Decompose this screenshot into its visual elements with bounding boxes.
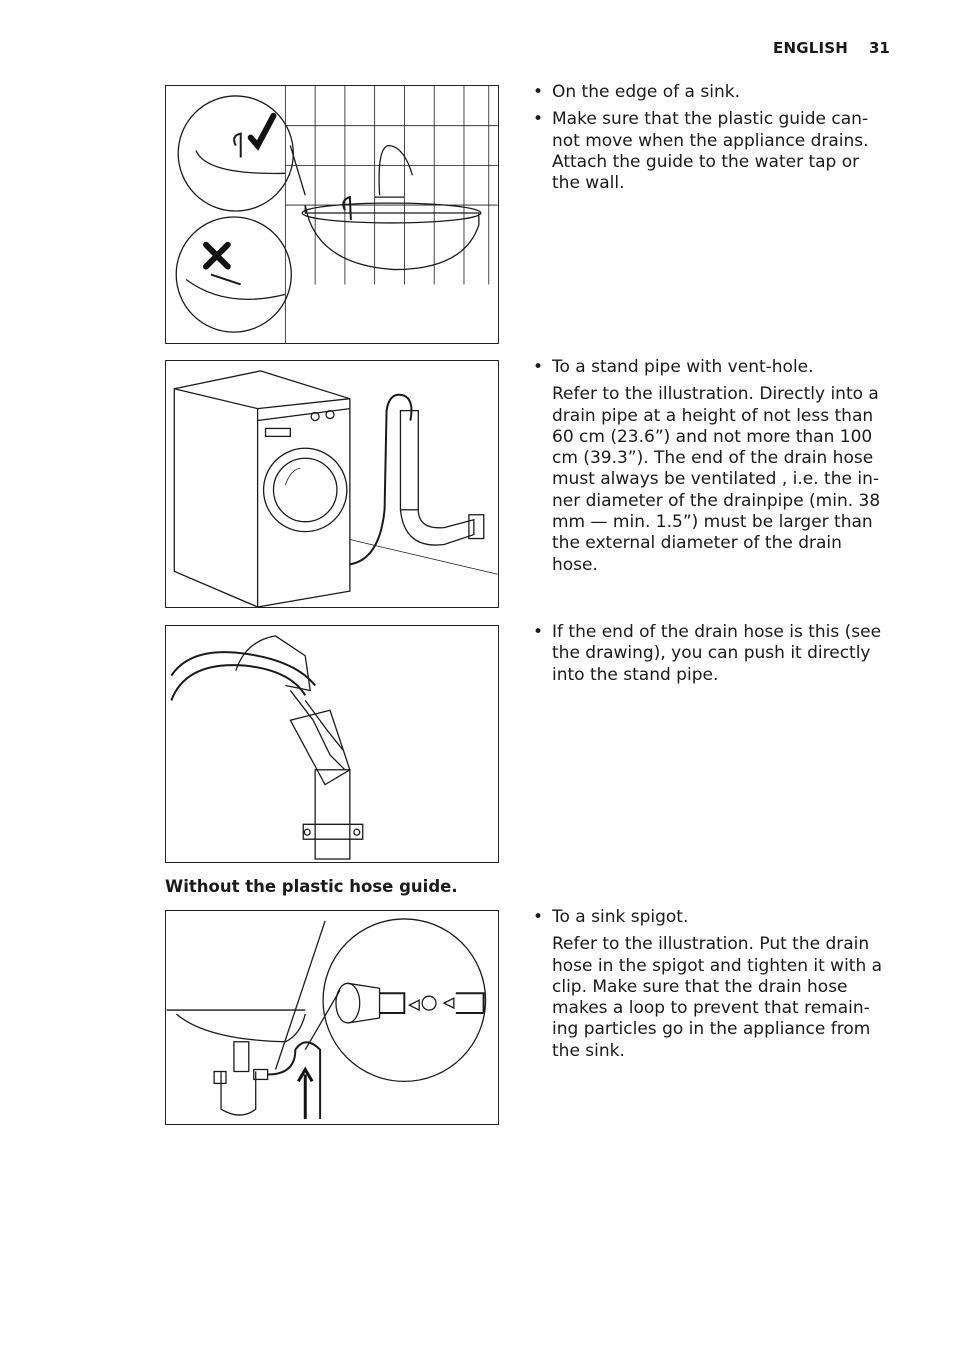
washing-machine-stand-pipe-illustration bbox=[166, 361, 498, 607]
bullet-item: • If the end of the drain hose is this (see the drawing), you can push it directly into the stand pipe. bbox=[533, 622, 888, 686]
section-heading: Without the plastic hose guide. bbox=[165, 877, 458, 896]
paragraph: Refer to the illustration. Put the drain hose in the spigot and tighten it with a clip. Make sure that the drain hose makes a loop to prevent that remaining particles go in the appliance from the sink. bbox=[552, 934, 883, 1061]
text-stand-pipe bbox=[533, 357, 888, 576]
sink-spigot-illustration bbox=[166, 911, 498, 1124]
figure-stand-pipe bbox=[165, 360, 499, 608]
hose-push-into-pipe-illustration bbox=[166, 626, 498, 862]
bullet-item: • Make sure that the plastic guide cannot move when the appliance drains. Attach the guide to the water tap or the wall. bbox=[533, 109, 888, 194]
language-label: ENGLISH bbox=[773, 39, 849, 57]
bullet-item: • To a sink spigot. bbox=[533, 907, 888, 928]
text-sink-spigot bbox=[533, 907, 888, 1062]
figure-hose-into-pipe bbox=[165, 625, 499, 863]
figure-sink-edge bbox=[165, 85, 499, 344]
bullet-item: • On the edge of a sink. bbox=[533, 82, 888, 103]
bullet-item: • To a stand pipe with vent-hole. bbox=[533, 357, 888, 378]
sink-edge-illustration bbox=[166, 86, 498, 343]
figure-sink-spigot bbox=[165, 910, 499, 1125]
text-push-into-pipe bbox=[533, 622, 888, 692]
paragraph: Refer to the illustration. Directly into a drain pipe at a height of not less than 60 cm (23.6”) and not more than 100 cm (39.3”). The end of the drain hose must always be ventilated , i.e. the inner diameter of the drainpipe (min. 38 mm — min. 1.5”) must be larger than the external diameter of the drain hose. bbox=[552, 384, 881, 575]
page-number: 31 bbox=[869, 39, 890, 57]
text-sink-edge bbox=[533, 82, 888, 200]
